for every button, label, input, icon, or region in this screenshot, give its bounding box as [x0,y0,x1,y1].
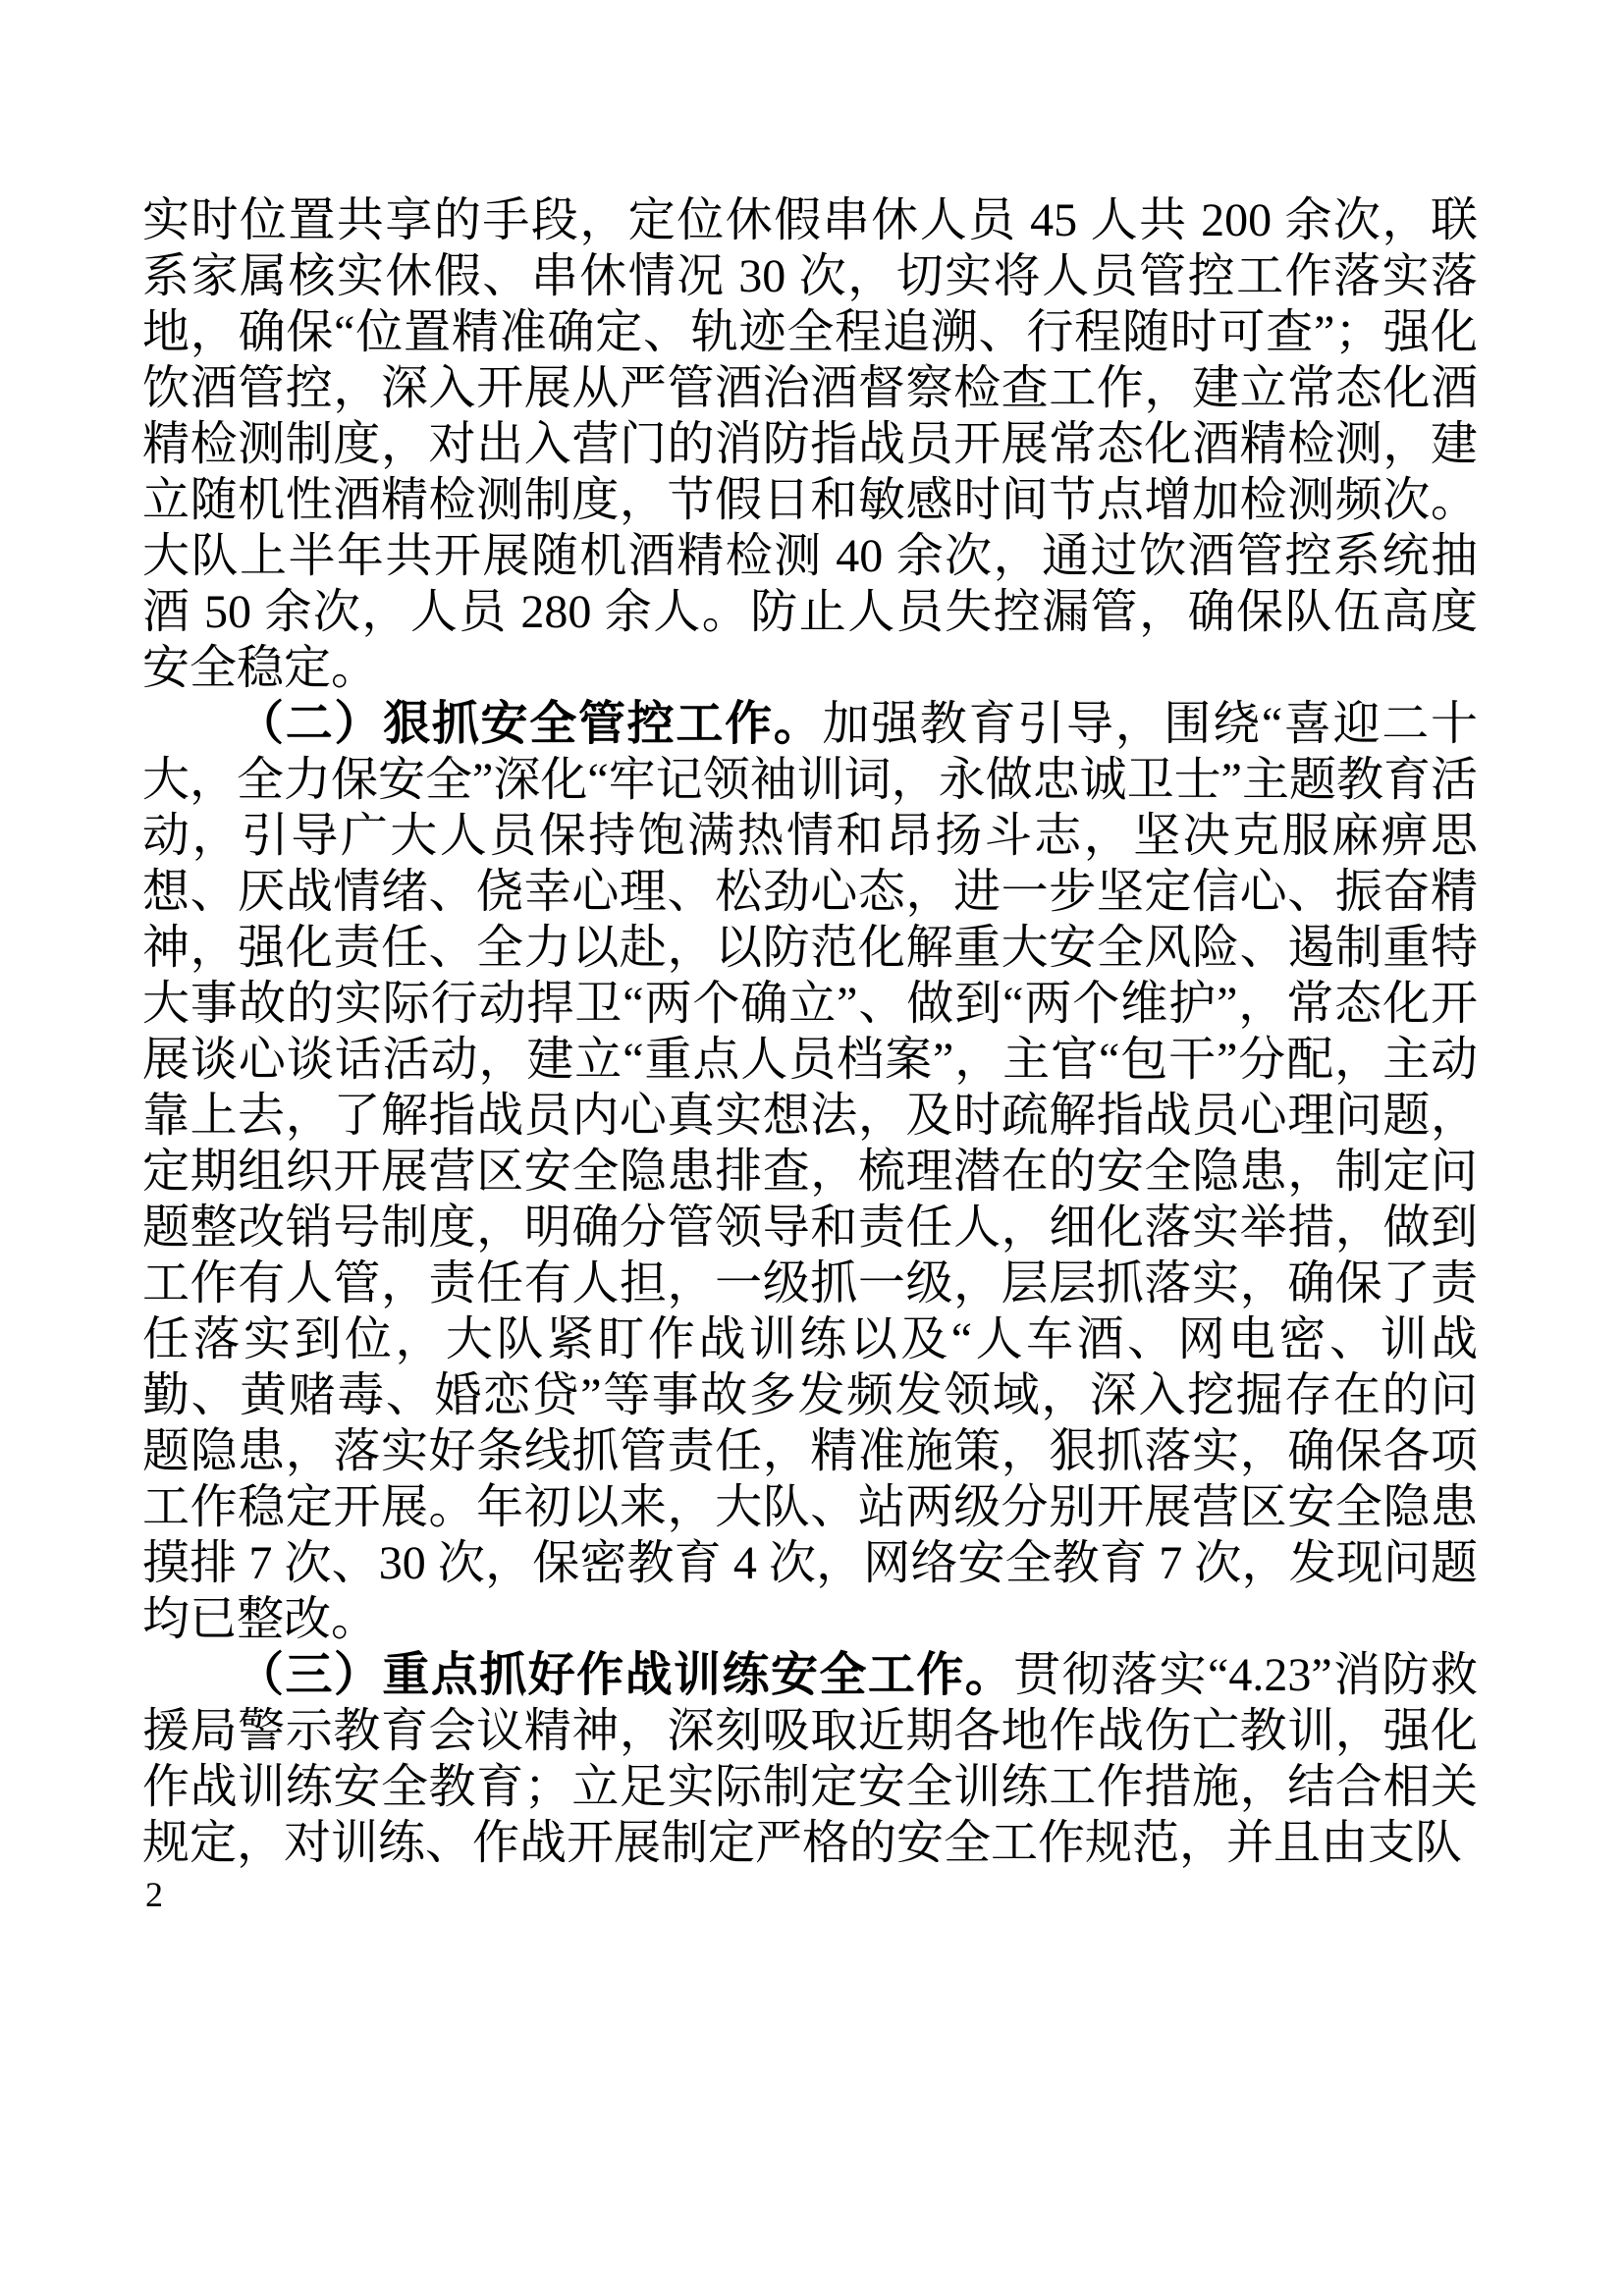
paragraph-text: 贯彻落实“4.23”消防救援局警示教育会议精神，深刻吸取近期各地作战伤亡教训，强化作战训练安全教育；立足实际制定安全训练工作措施，结合相关规定，对训练、作战开展制定严格的安全工作规范，并且由支队 [142,1649,1478,1869]
paragraph-section-2 [142,696,1478,1647]
section-2-heading: （二）狠抓安全管控工作。 [237,698,823,750]
document-body [142,192,1478,1871]
section-3-heading: （三）重点抓好作战训练安全工作。 [237,1649,1014,1701]
page-number: 2 [145,1875,163,1914]
paragraph-continuation [142,192,1478,696]
paragraph-text: 加强教育引导，围绕“喜迎二十大，全力保安全”深化“牢记领袖训词，永做忠诚卫士”主题教育活动，引导广大人员保持饱满热情和昂扬斗志，坚决克服麻痹思想、厌战情绪、侥幸心理、松劲心态，进一步坚定信心、振奋精神，强化责任、全力以赴，以防范化解重大安全风险、遏制重特大事故的实际行动捍卫“两个确立”、做到“两个维护”，常态化开展谈心谈话活动，建立“重点人员档案”，主官“包干”分配，主动靠上去，了解指战员内心真实想法，及时疏解指战员心理问题，定期组织开展营区安全隐患排查，梳理潜在的安全隐患，制定问题整改销号制度，明确分管领导和责任人，细化落实举措，做到工作有人管，责任有人担，一级抓一级，层层抓落实，确保了责任落实到位，大队紧盯作战训练以及“人车酒、网电密、训战勤、黄赌毒、婚恋贷”等事故多发频发领域，深入挖掘存在的问题隐患，落实好条线抓管责任，精准施策，狠抓落实，确保各项工作稳定开展。年初以来，大队、站两级分别开展营区安全隐患摸排 7 次、30 次，保密教育 4 次，网络安全教育 7 次，发现问题均已整改。 [142,698,1478,1645]
paragraph-section-3 [142,1647,1478,1871]
paragraph-text: 实时位置共享的手段，定位休假串休人员 45 人共 200 余次，联系家属核实休假、串休情况 30 次，切实将人员管控工作落实落地，确保“位置精准确定、轨迹全程追溯、行程随时可查”；强化饮酒管控，深入开展从严管酒治酒督察检查工作，建立常态化酒精检测制度，对出入营门的消防指战员开展常态化酒精检测，建立随机性酒精检测制度，节假日和敏感时间节点增加检测频次。大队上半年共开展随机酒精检测 40 余次，通过饮酒管控系统抽酒 50 余次，人员 280 余人。防止人员失控漏管，确保队伍高度安全稳定。 [142,194,1478,694]
